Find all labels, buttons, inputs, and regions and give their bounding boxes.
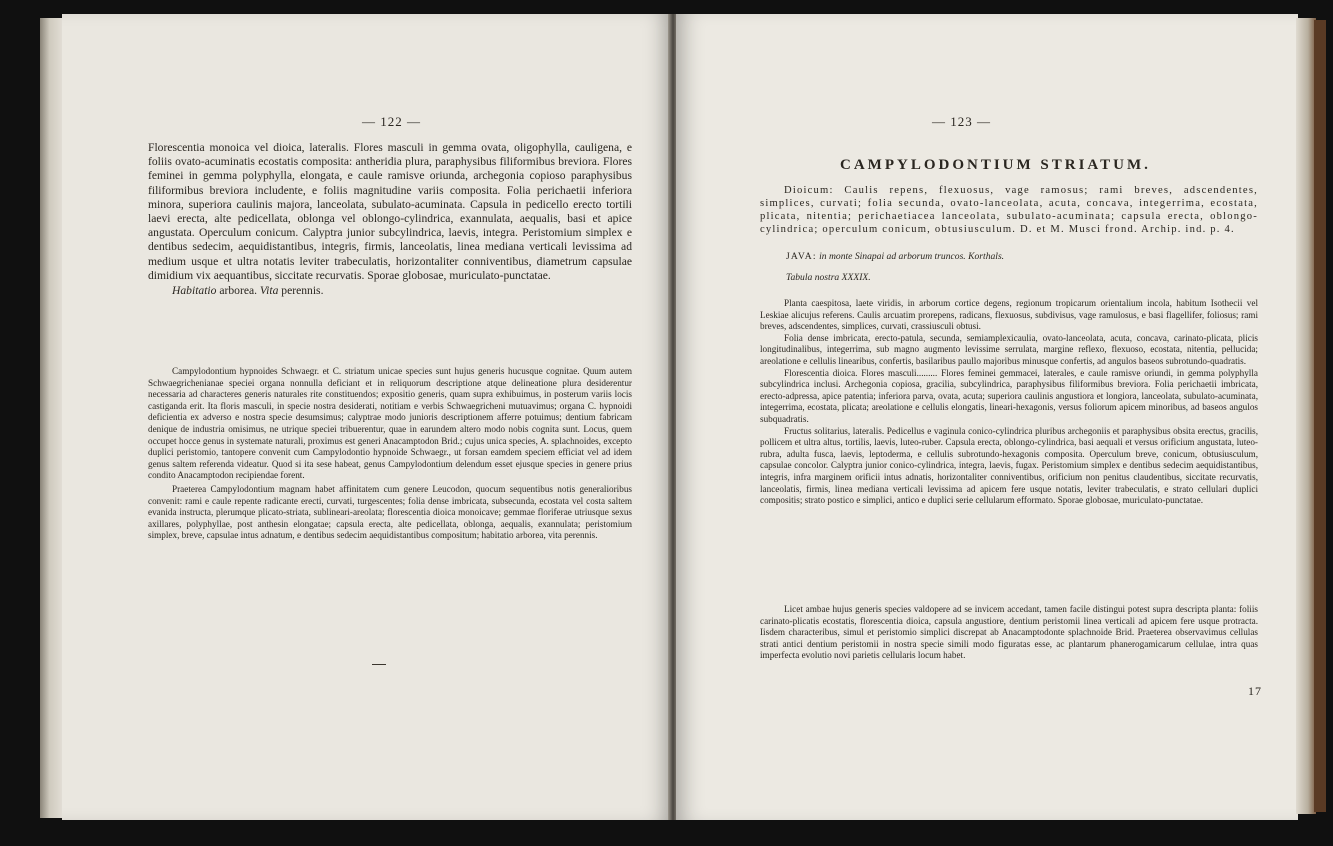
end-rule: [372, 664, 386, 665]
left-page-edges: [40, 18, 64, 818]
right-page-edges: [1296, 18, 1316, 814]
description-leaves: Folia dense imbricata, erecto-patula, secunda, semiamplexicaulia, ovato-lanceolata, acuta, concava, carinato-plicata, plicis longitudinalibus, integerrima, sub magno augmento levissime serrulata, margine reflexo, flexuoso, ecostata, nitentia, pellucida; areolatione e cellulis linearibus, confertis, basilaribus paullo majoribus minusque confertis, ad angulos baseos subrotundo-quadratis.: [760, 332, 1258, 366]
description-fruit: Fructus solitarius, lateralis. Pedicellus e vaginula conico-cylindrica pluribus archegoniis et paraphysibus obsita erectus, gracilis, pollicem et ultra altus, tortilis, laevis, luteo-ruber. Capsula erecta, oblongo-cylindrica, basi aequali et versus orificium angustata, luteo-rubra, adulta fusca, laevis, leptoderma, e cellulis subrotundo-hexagonis composita. Operculum breve, conicum, obtusiusculum, capsulae concolor. Calyptra junior conico-cylindrica, integra, laevis, fugax. Peristomium simplex e dentibus sedecim aequidistantibus, integris, infra marginem orificii intus adnatis, horizontaliter conniventibus, orificium non penitus claudentibus, siccitate recurvatis, lanceolatis, firmis, linea mediana verticali levissima ad apicem fere usque notatis, leviter trabeculatis, e strato cellulari duplici compositis; strato postico e simplici, antico e duplici serie cellularum efformato. Sporae globosae, muriculato-punctatae.: [760, 425, 1258, 506]
habitatio-text: arborea.: [219, 284, 258, 298]
species-description: [760, 298, 1258, 507]
genus-description: [148, 141, 632, 298]
vita-label: Vita: [259, 284, 279, 298]
back-cover: [1314, 20, 1326, 812]
comparison-text: Licet ambae hujus generis species valdopere ad se invicem accedant, tamen facile distingui potest supra descripta planta: foliis carinato-plicatis ecostatis, florescentia dioica, capsula angustiore, dentium peristomii linea verticali ad apicem fere usque protracta. Iisdem characteribus, simul et peristomio simplici discrepat ab Anacamptodonte splachnoide Brid. Praeterea observavimus cellulas strati antici dentium peristomii in nostra specie simili modo figuratas esse, ac plantarum phanerogamicarum cellulae, intra quas imperfecta evolutio novi parietis cellularis locum habet.: [760, 604, 1258, 661]
description-flowers: Florescentia dioica. Flores masculi......... Flores feminei gemmacei, laterales, e caule ramisve oriundi, in gemma polyphylla subcylindrica inclusi. Archegonia copiosa, gracilia, subcylindrica, paraphysibus filiformibus breviora. Folia perichaetii imbricata, erecto-adpressa, apice patentia; inferiora parva, ovata, acuta; superiora caulinis angustiora et longiora, lanceolata, subulato-acuminata, integerrima, ecostata, plicata; areolatione e cellulis elongatis, lineari-hexagonis, versus foliorum apicem minoribus, ad baseos angulos subquadratis.: [760, 367, 1258, 424]
description-habit: Planta caespitosa, laete viridis, in arborum cortice degens, regionum tropicarum orientalium incola, habitum Isothecii vel Leskiae alicujus referens. Caulis arcuatim prorepens, radicans, flexuosus, subdivisus, vage ramulosus, e basi flagellifer, foliosus; rami breves, adscendentes, simplices, curvati, crassiusculi obtusi.: [760, 298, 1258, 332]
remarks-paragraph-2: Praeterea Campylodontium magnam habet affinitatem cum genere Leucodon, quocum sequentibus notis generalioribus convenit: rami e caule repente radicante erecti, curvati, turgescentes; folia dense imbricata, subsecunda, ecostata vel costa saltem evanida instructa, plerumque plicato-striata, sublineari-areolata; florescentia dioica monoicave; gemmae floriferae utriusque sexus axillares, polyphyllae, post anthesin elongatae; capsula erecta, alte pedicellata, oblonga, aequalis, exannulata; peristomium simplex, breve, capsulae intus adnatum, e dentibus sedecim aequidistantibus compositum; habitatio arborea, vita perennis.: [148, 483, 632, 541]
left-page-number: — 122 —: [362, 114, 421, 129]
species-diagnosis: [760, 184, 1258, 236]
diagnosis-text: Dioicum: Caulis repens, flexuosus, vage ramosus; rami breves, adscendentes, simplices, curvati; folia secunda, ovato-lanceolata, acuta, concava, integerrima, ecostata, plicata, nitentia; perichaetiacea lanceolata, subulato-acuminata; capsula erecta, oblongo-cylindrica; operculum conicum, obtusiusculum. D. et M. Musci frond. Archip. ind. p. 4.: [760, 185, 1258, 235]
java-text: in monte Sinapai ad arborum truncos. Korthals.: [819, 251, 1005, 262]
genus-description-text: Florescentia monoica vel dioica, lateralis. Flores masculi in gemma ovata, oligophylla, cauligena, e foliis ovato-acuminatis ecostatis composita: antheridia plura, paraphysibus filiformibus breviora. Flores feminei in gemma polyphylla, elongata, e caule ramisve oriunda, archegonia copioso paraphysibus filiformibus breviora includente, e foliis magnitudine variis composita. Folia perichaetii inferiora minora, superiora caulinis majora, lanceolata, subulato-acuminata. Capsula in pedicello erecto tortili laevi erecta, alte pedicellata, oblonga vel oblongo-cylindrica, exannulata, aequalis, basi et apice angustata. Operculum conicum. Calyptra junior subcylindrica, laevis, integra. Peristomium simplex e dentibus sedecim, aequidistantibus, integris, firmis, lanceolatis, linea mediana verticali levissima ad medium usque et ultra notatis leviter trabeculatis, horizontaliter conniventibus, diametrum capsulae dimidium vix aequantibus, siccitate recurvatis. Sporae globosae, muriculato-punctatae.: [148, 141, 632, 282]
species-comparison: [760, 604, 1258, 662]
left-page: [62, 14, 672, 820]
habitat-line: [148, 284, 632, 298]
right-page: [676, 14, 1298, 820]
remarks-paragraph-1: Campylodontium hypnoides Schwaegr. et C. striatum unicae species sunt hujus generis hucusque cognitae. Quum autem Schwaegrichenianae speciei organa nonnulla deficiant et in reliquorum descriptione atque delineatione plura desiderentur necessaria ad characteres generis naturales rite constituendos; expositio generis, quam supra exhibuimus, in posterum variis locis castiganda erit. Ita floris masculi, in specie nostra desiderati, notitiam e verbis Schwaegricheni mutuavimus; organa C. hypnoidi deficientia ex adverso e nostra specie desumsimus; calyptrae modo junioris descriptionem afferre potuimus; dentium fabricam denique de industria omisimus, ne utrique speciei tribuerentur, quae in earundem altero modo nobis cognita sunt. Locus, quem occupet hocce genus in systemate naturali, proximus est generi Anacamptodon Brid.; cujus unica species, A. splachnoides, excepto duplici peristomio, tantopere convenit cum Campylodontio hypnoide Schwaegr., ut forsan eamdem speciem efficiat vel ad idem genus saltem referenda videatur. Quod si ita sese habeat, genus Campylodontium delendum esset ejusque species in genere prius condito Anacamptodon recipiendae forent.: [148, 366, 632, 481]
right-page-number: — 123 —: [932, 114, 991, 129]
genus-remarks: [148, 366, 632, 542]
species-title: CAMPYLODONTIUM STRIATUM.: [840, 157, 1151, 173]
habitatio-label: Habitatio: [172, 284, 217, 298]
java-label: JAVA:: [786, 251, 817, 262]
vita-text: perennis.: [281, 284, 324, 298]
plate-reference: Tabula nostra XXXIX.: [786, 272, 871, 283]
signature-mark: 17: [1248, 684, 1262, 698]
locality: [786, 251, 1256, 262]
